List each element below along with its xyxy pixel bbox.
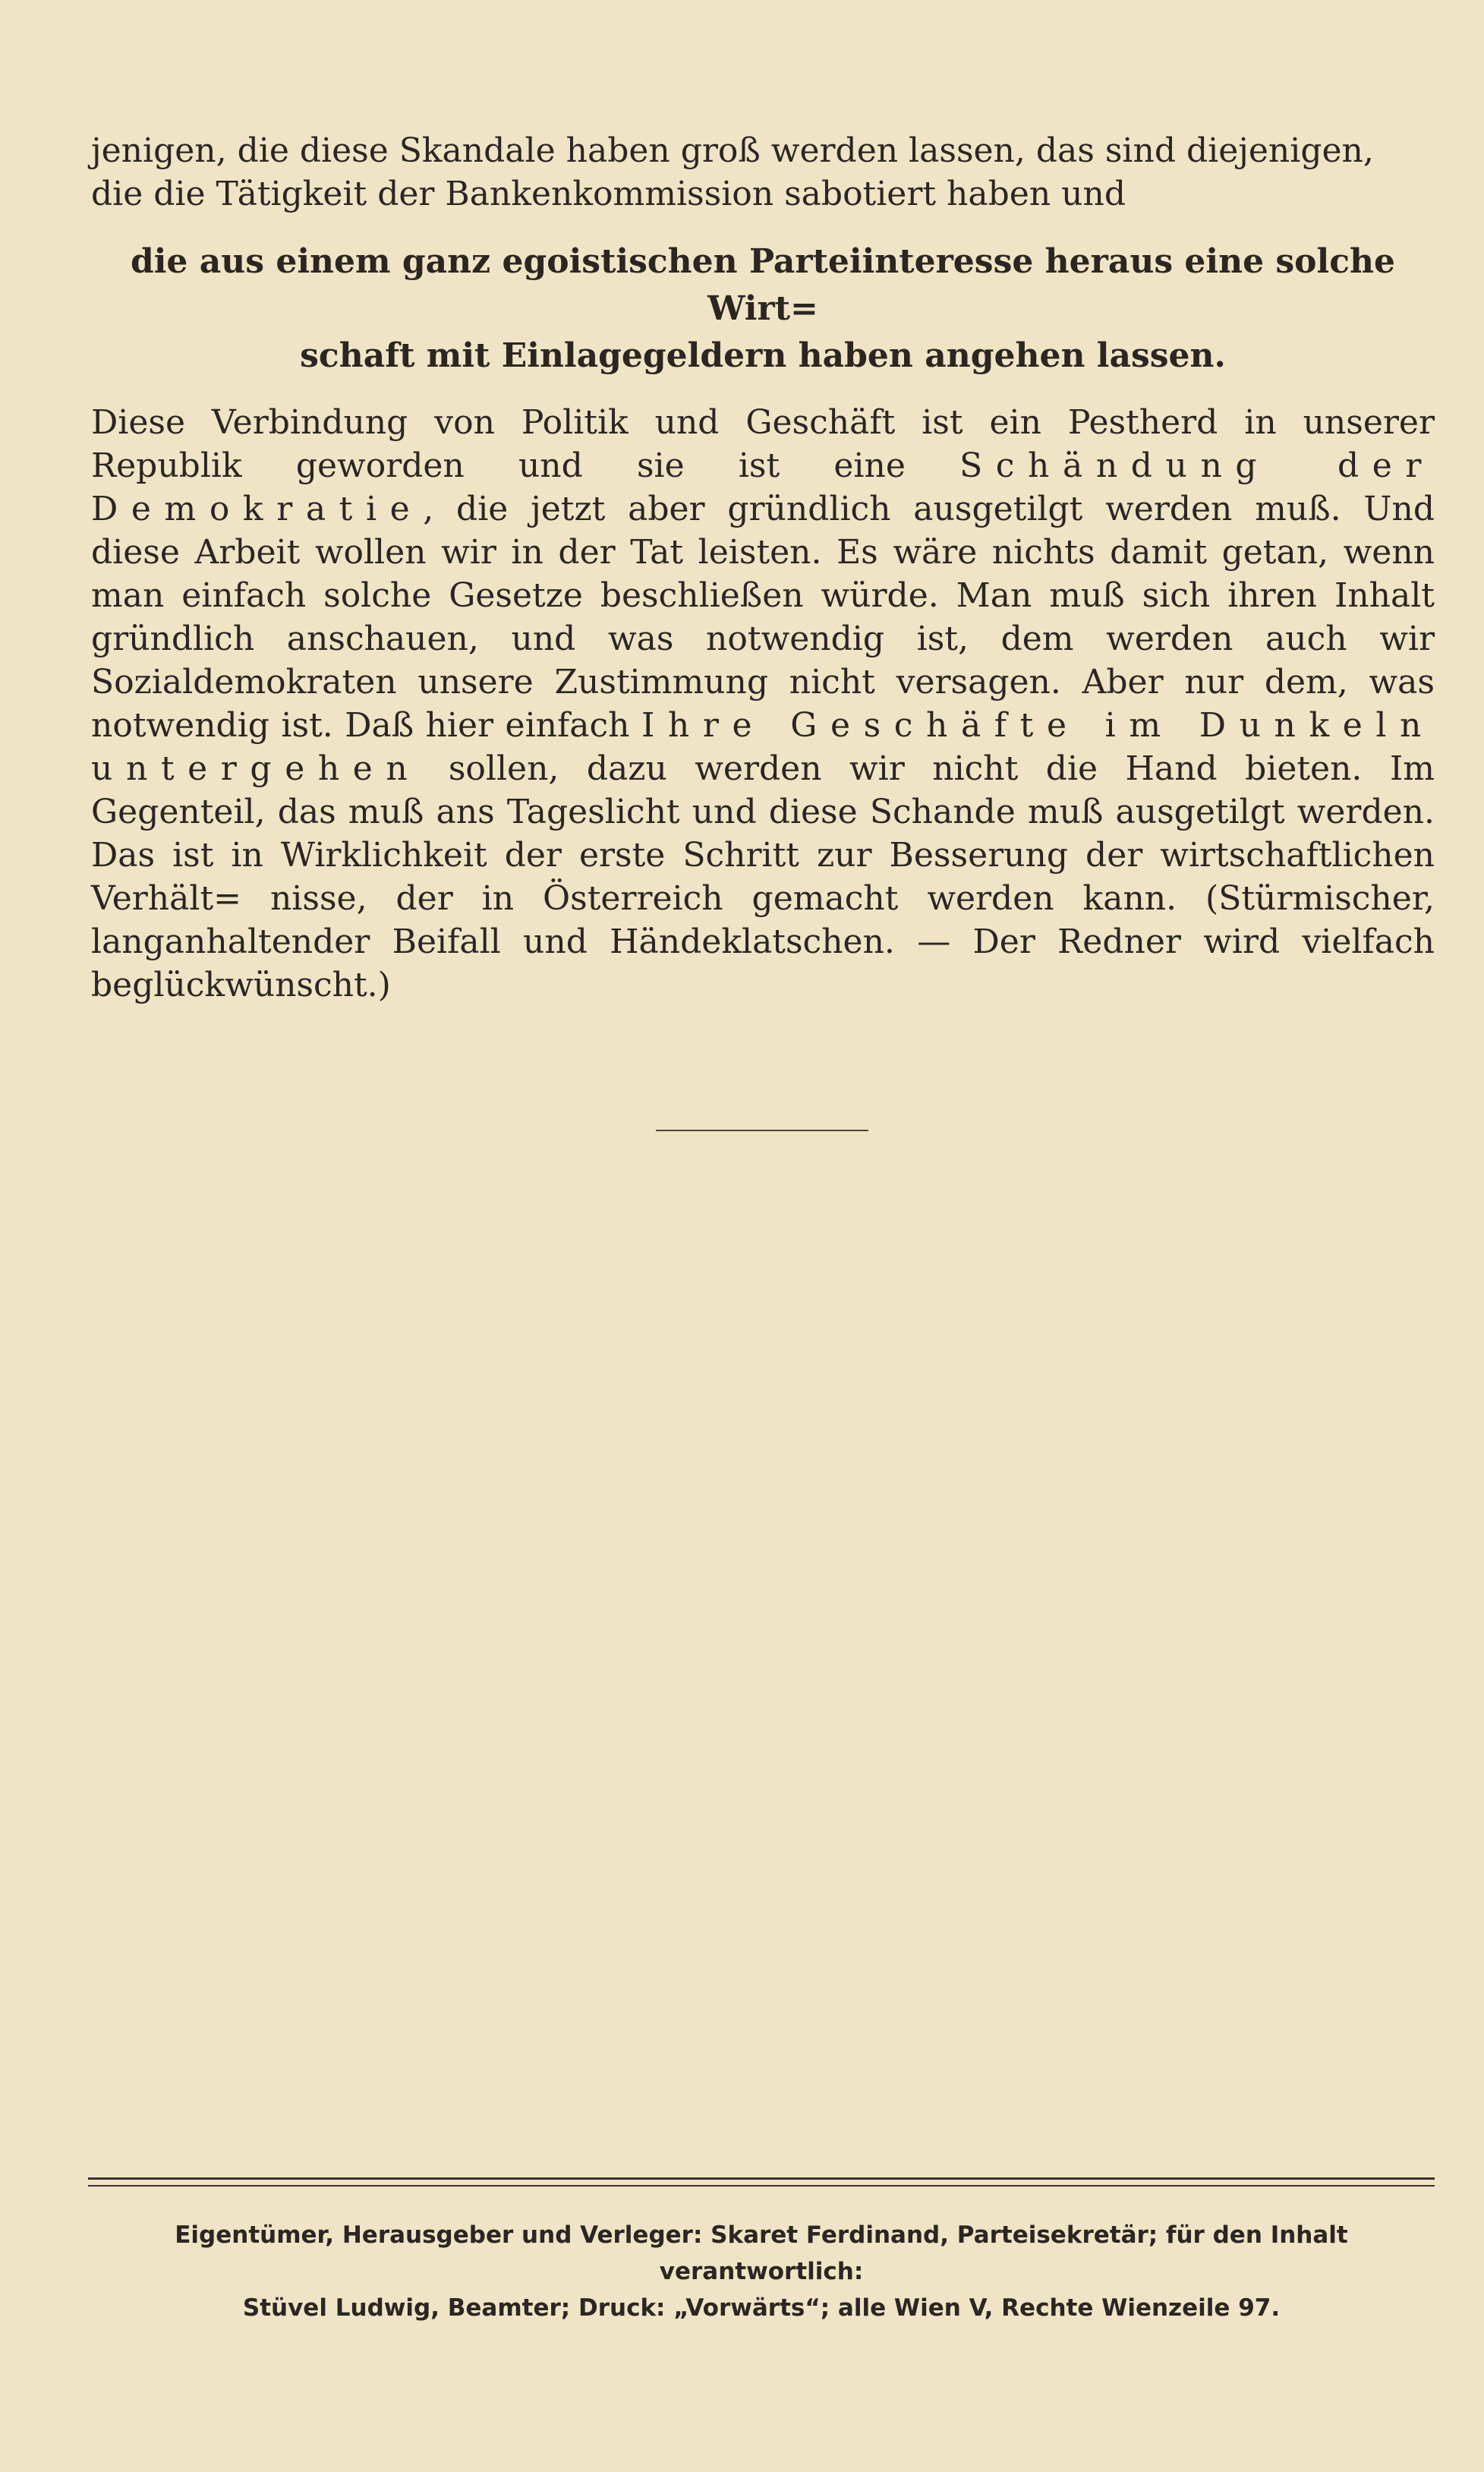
imprint-line-2: Stüvel Ludwig, Beamter; Druck: „Vorwärts“; alle Wien V, Rechte Wienzeile 97. xyxy=(242,2294,1281,2322)
document-body xyxy=(91,129,1435,1007)
intro-line-1: jenigen, die diese Skandale haben groß werden lassen, das sind diejenigen, xyxy=(91,131,1374,170)
footer-rule-bottom xyxy=(88,2185,1435,2187)
emphasized-line-2: schaft mit Einlagegeldern haben angehen lassen. xyxy=(300,336,1226,375)
emphasized-paragraph xyxy=(91,238,1435,380)
section-divider xyxy=(656,1130,868,1131)
spaced-emphasis-2: Ihre Geschäfte im Dunkeln untergehen xyxy=(91,706,1435,788)
intro-line-2: die die Tätigkeit der Bankenkommission sabotiert haben und xyxy=(91,175,1126,213)
imprint-line-1: Eigentümer, Herausgeber und Verleger: Skaret Ferdinand, Parteisekretär; für den Inhalt verantwortlich: xyxy=(175,2221,1348,2285)
main-text-part-2: , die jetzt aber gründlich ausgetilgt werden muß. Und diese Arbeit wollen wir in der Tat leisten. Es wäre nichts damit getan, wenn man einfach solche Gesetze beschließen würde. Man muß sich ihren Inhalt gründlich anschauen, und was notwendig ist, dem werden auch wir Sozialdemokraten unsere Zustimmung nicht versagen. Aber nur dem, was notwendig ist. Daß hier einfach xyxy=(91,490,1435,745)
main-text-part-3: sollen, dazu werden wir nicht die Hand bieten. Im Gegenteil, das muß ans Tageslicht und diese Schande muß ausgetilgt werden. Das ist in Wirklichkeit der erste Schritt zur Besserung der wirtschaftlichen Verhält= nisse, der in Österreich gemacht werden kann. (Stürmischer, langanhaltender Beifall und Händeklatschen. — Der Redner wird vielfach beglückwünscht.) xyxy=(91,749,1435,1004)
imprint-footer xyxy=(88,2217,1435,2326)
emphasized-line-1: die aus einem ganz egoistischen Parteiinteresse heraus eine solche Wirt= xyxy=(130,242,1396,328)
main-paragraph xyxy=(91,401,1435,1007)
footer-rule-top xyxy=(88,2177,1435,2180)
main-text-part-1: Diese Verbindung von Politik und Geschäft ist ein Pestherd in unserer Republik geworden und sie ist eine xyxy=(91,403,1435,485)
spaced-emphasis-1: Schändung der Demokratie xyxy=(91,446,1435,528)
intro-paragraph xyxy=(91,129,1435,216)
